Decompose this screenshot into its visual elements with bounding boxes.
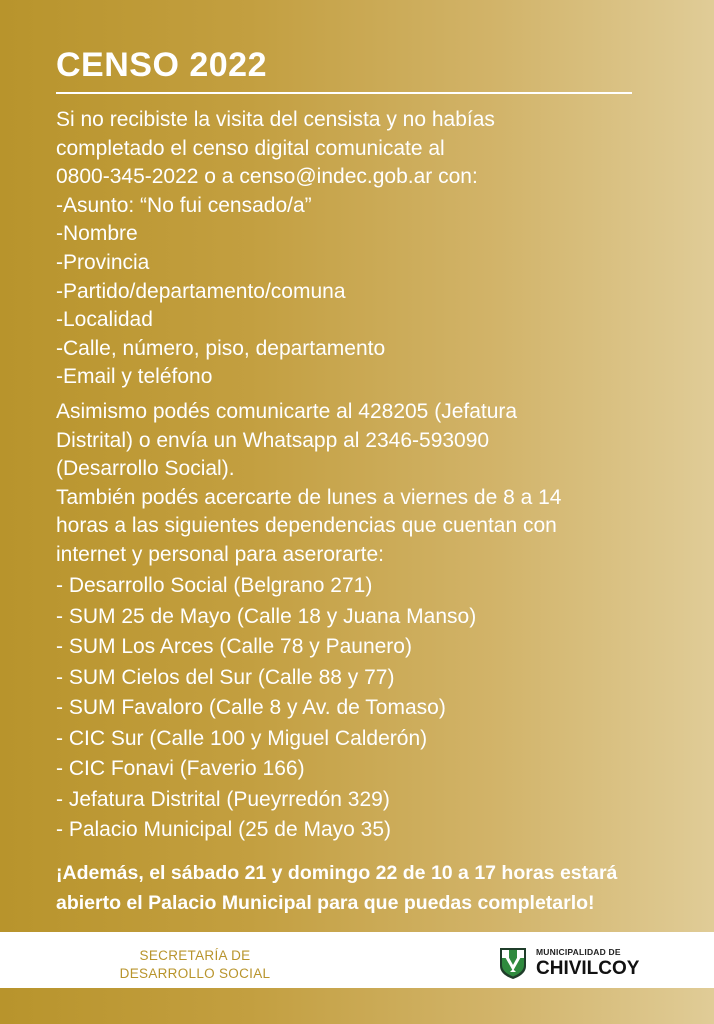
list-item: - SUM Los Arces (Calle 78 y Paunero) bbox=[56, 635, 412, 658]
secretaria-line: SECRETARÍA DE bbox=[139, 948, 251, 963]
intro-line: -Provincia bbox=[56, 250, 150, 274]
list-item: - CIC Sur (Calle 100 y Miguel Calderón) bbox=[56, 726, 428, 750]
intro-line: Si no recibiste la visita del censista y no habías bbox=[56, 108, 495, 131]
intro-line: -Asunto: “No fui censado/a” bbox=[56, 193, 312, 217]
municipality-text bbox=[536, 948, 639, 978]
intro-text bbox=[56, 106, 495, 392]
list-item: - SUM 25 de Mayo (Calle 18 y Juana Manso) bbox=[56, 604, 477, 628]
page-title: CENSO 2022 bbox=[56, 46, 267, 84]
title-divider bbox=[56, 92, 632, 94]
contact-line: horas a las siguientes dependencias que cuentan con bbox=[56, 514, 557, 538]
secretaria-label bbox=[95, 947, 295, 983]
list-item: - Palacio Municipal (25 de Mayo 35) bbox=[56, 818, 391, 841]
contact-line: Asimismo podés comunicarte al 428205 (Jefatura bbox=[56, 400, 518, 423]
municipality-logo bbox=[498, 946, 639, 980]
intro-line: -Calle, número, piso, departamento bbox=[56, 336, 386, 360]
list-item: - SUM Cielos del Sur (Calle 88 y 77) bbox=[56, 665, 395, 689]
closing-line: abierto el Palacio Municipal para que puedas completarlo! bbox=[56, 892, 595, 914]
municipality-label: MUNICIPALIDAD DE bbox=[536, 947, 621, 958]
list-item: - CIC Fonavi (Faverio 166) bbox=[56, 757, 305, 780]
intro-line: 0800-345-2022 o a censo@indec.gob.ar con: bbox=[56, 165, 478, 189]
contact-line: Distrital) o envía un Whatsapp al 2346-593090 bbox=[56, 428, 490, 452]
contact-line: internet y personal para aserorarte: bbox=[56, 542, 385, 566]
closing-line: ¡Además, el sábado 21 y domingo 22 de 10 a 17 horas estará bbox=[56, 862, 618, 884]
closing-note bbox=[56, 858, 617, 918]
list-item: - SUM Favaloro (Calle 8 y Av. de Tomaso) bbox=[56, 696, 446, 719]
intro-line: -Email y teléfono bbox=[56, 365, 213, 389]
contact-line: También podés acercarte de lunes a viernes de 8 a 14 bbox=[56, 485, 562, 509]
secretaria-line: DESARROLLO SOCIAL bbox=[119, 966, 271, 981]
intro-line: -Nombre bbox=[56, 222, 138, 246]
intro-line: -Localidad bbox=[56, 308, 153, 332]
footer-bar bbox=[0, 932, 714, 988]
intro-line: -Partido/departamento/comuna bbox=[56, 279, 346, 303]
contact-text bbox=[56, 398, 562, 570]
municipal-shield-icon bbox=[498, 946, 528, 980]
places-list bbox=[56, 571, 476, 846]
intro-line: completado el censo digital comunicate al bbox=[56, 136, 445, 160]
list-item: - Desarrollo Social (Belgrano 271) bbox=[56, 574, 373, 597]
municipality-name: CHIVILCOY bbox=[536, 957, 640, 979]
contact-line: (Desarrollo Social). bbox=[56, 457, 235, 481]
list-item: - Jefatura Distrital (Pueyrredón 329) bbox=[56, 787, 390, 811]
